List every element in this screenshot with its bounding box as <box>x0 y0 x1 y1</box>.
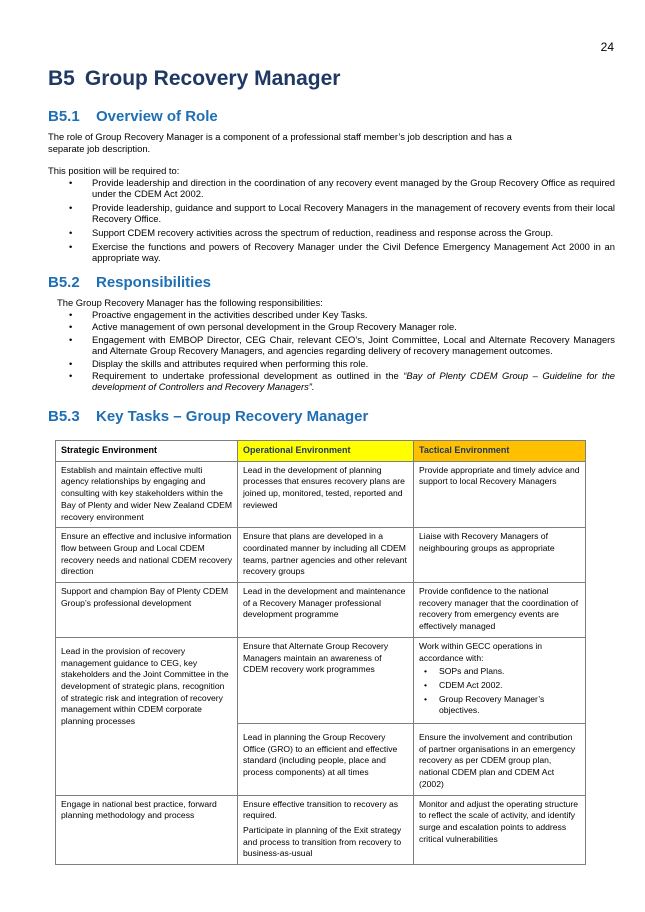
list-item: • Display the skills and attributes required when performing this role. <box>54 358 615 369</box>
responsibilities-bullet-list <box>54 309 615 394</box>
list-item: • SOPs and Plans. <box>419 666 580 678</box>
header-strategic: Strategic Environment <box>56 441 238 462</box>
strategic-cell: Establish and maintain effective multi agency relationships by engaging and consulting with key stakeholders within the Bay of Plenty and wider New Zealand CDEM recovery environment <box>56 461 238 528</box>
overview-lead: This position will be required to: <box>48 165 180 176</box>
key-tasks-table <box>55 440 586 865</box>
strategic-cell: Ensure an effective and inclusive information flow between Group and Local CDEM recovery needs and national CDEM recovery direction <box>56 528 238 583</box>
operational-cell: Lead in the development and maintenance of a Recovery Manager professional development programme <box>238 583 414 638</box>
operational-cell: Lead in planning the Group Recovery Office (GRO) to an efficient and effective standard (including people, place and process components) at all times <box>238 724 414 796</box>
list-item: • Provide leadership and direction in the coordination of any recovery event managed by the Group Recovery Office as required under the CDEM Act 2002. <box>54 177 615 200</box>
table-header-row <box>56 441 586 462</box>
overview-number: B5.1 <box>48 108 80 125</box>
list-item: • Support CDEM recovery activities across the spectrum of reduction, readiness and response across the Group. <box>54 227 615 238</box>
list-item: • Proactive engagement in the activities described under Key Tasks. <box>54 309 615 320</box>
list-item: • Engagement with EMBOP Director, CEG Chair, relevant CEO’s, Joint Committee, Local and Alternate Recovery Managers and Alternate Group Recovery Managers, and agencies regarding delivery of recovery management outcomes. <box>54 334 615 357</box>
operational-cell: Lead in the development of planning processes that ensures recovery plans are joined up, monitored, tested, reported and reviewed <box>238 461 414 528</box>
overview-title: Overview of Role <box>96 108 218 125</box>
tactical-cell: Ensure the involvement and contribution of partner organisations in an emergency recovery as per CDEM group plan, national CDEM plan and CDEM Act (2002) <box>414 724 586 796</box>
operational-cell <box>238 795 414 865</box>
tactical-cell <box>414 637 586 723</box>
table-row <box>56 528 586 583</box>
list-item: • Exercise the functions and powers of Recovery Manager under the Civil Defence Emergency Management Act 2000 in an appropriate way. <box>54 241 615 264</box>
tactical-cell: Monitor and adjust the operating structure to reflect the scale of activity, and identify surge and escalation points to address critical vulnerabilities <box>414 795 586 865</box>
key-tasks-title: Key Tasks – Group Recovery Manager <box>96 408 369 425</box>
list-item <box>54 370 615 393</box>
table-row <box>56 795 586 865</box>
operational-text: Participate in planning of the Exit strategy and process to transition from recovery to business-as-usual <box>243 824 402 859</box>
list-item: • Active management of own personal development in the Group Recovery Manager role. <box>54 321 615 332</box>
responsibilities-lead: The Group Recovery Manager has the following responsibilities: <box>57 297 323 308</box>
tactical-cell: Liaise with Recovery Managers of neighbouring groups as appropriate <box>414 528 586 583</box>
overview-heading <box>48 108 218 125</box>
header-operational: Operational Environment <box>238 441 414 462</box>
header-tactical: Tactical Environment <box>414 441 586 462</box>
tactical-cell: Provide appropriate and timely advice and support to local Recovery Managers <box>414 461 586 528</box>
overview-intro: The role of Group Recovery Manager is a component of a professional staff member’s job description and has a separate job description. <box>48 131 512 154</box>
tactical-cell: Provide confidence to the national recovery manager that the coordination of recovery from emergency events are effectively managed <box>414 583 586 638</box>
operational-cell: Ensure that Alternate Group Recovery Managers maintain an awareness of CDEM recovery work programmes <box>238 637 414 723</box>
table-row <box>56 461 586 528</box>
tactical-list <box>419 666 580 717</box>
table-row <box>56 637 586 723</box>
key-tasks-heading <box>48 408 368 425</box>
list-item: • CDEM Act 2002. <box>419 680 580 692</box>
tactical-lead: Work within GECC operations in accordance with: <box>419 640 543 663</box>
strategic-cell: Engage in national best practice, forward planning methodology and process <box>56 795 238 865</box>
guideline-reference: “Bay of Plenty CDEM Group – Guideline for the development of Controllers and Recovery Managers”. <box>92 370 615 393</box>
section-title: Group Recovery Manager <box>84 67 341 90</box>
list-item: • Provide leadership, guidance and support to Local Recovery Managers in the management of recovery events from their local Recovery Office. <box>54 202 615 225</box>
key-tasks-number: B5.3 <box>48 408 80 425</box>
responsibilities-number: B5.2 <box>48 274 80 291</box>
section-number: B5 <box>48 67 75 90</box>
responsibilities-title: Responsibilities <box>96 274 212 291</box>
bullet-text: Requirement to undertake professional development as outlined in the <box>92 370 404 382</box>
section-heading <box>48 67 340 91</box>
strategic-cell: Lead in the provision of recovery management guidance to CEG, key stakeholders and the Joint Committee in the development of strategic plans, recognition of strategic risk and integration of recovery management within CDEM corporate planning processes <box>56 637 238 795</box>
operational-cell: Ensure that plans are developed in a coordinated manner by including all CDEM teams, partner agencies and other relevant recovery groups <box>238 528 414 583</box>
list-item: • Group Recovery Manager’s objectives. <box>419 694 580 717</box>
strategic-cell: Support and champion Bay of Plenty CDEM Group’s professional development <box>56 583 238 638</box>
responsibilities-heading <box>48 274 211 291</box>
operational-text: Ensure effective transition to recovery as required. <box>243 798 399 821</box>
page-number: 24 <box>600 40 614 54</box>
table-row <box>56 583 586 638</box>
overview-bullet-list <box>54 177 615 266</box>
